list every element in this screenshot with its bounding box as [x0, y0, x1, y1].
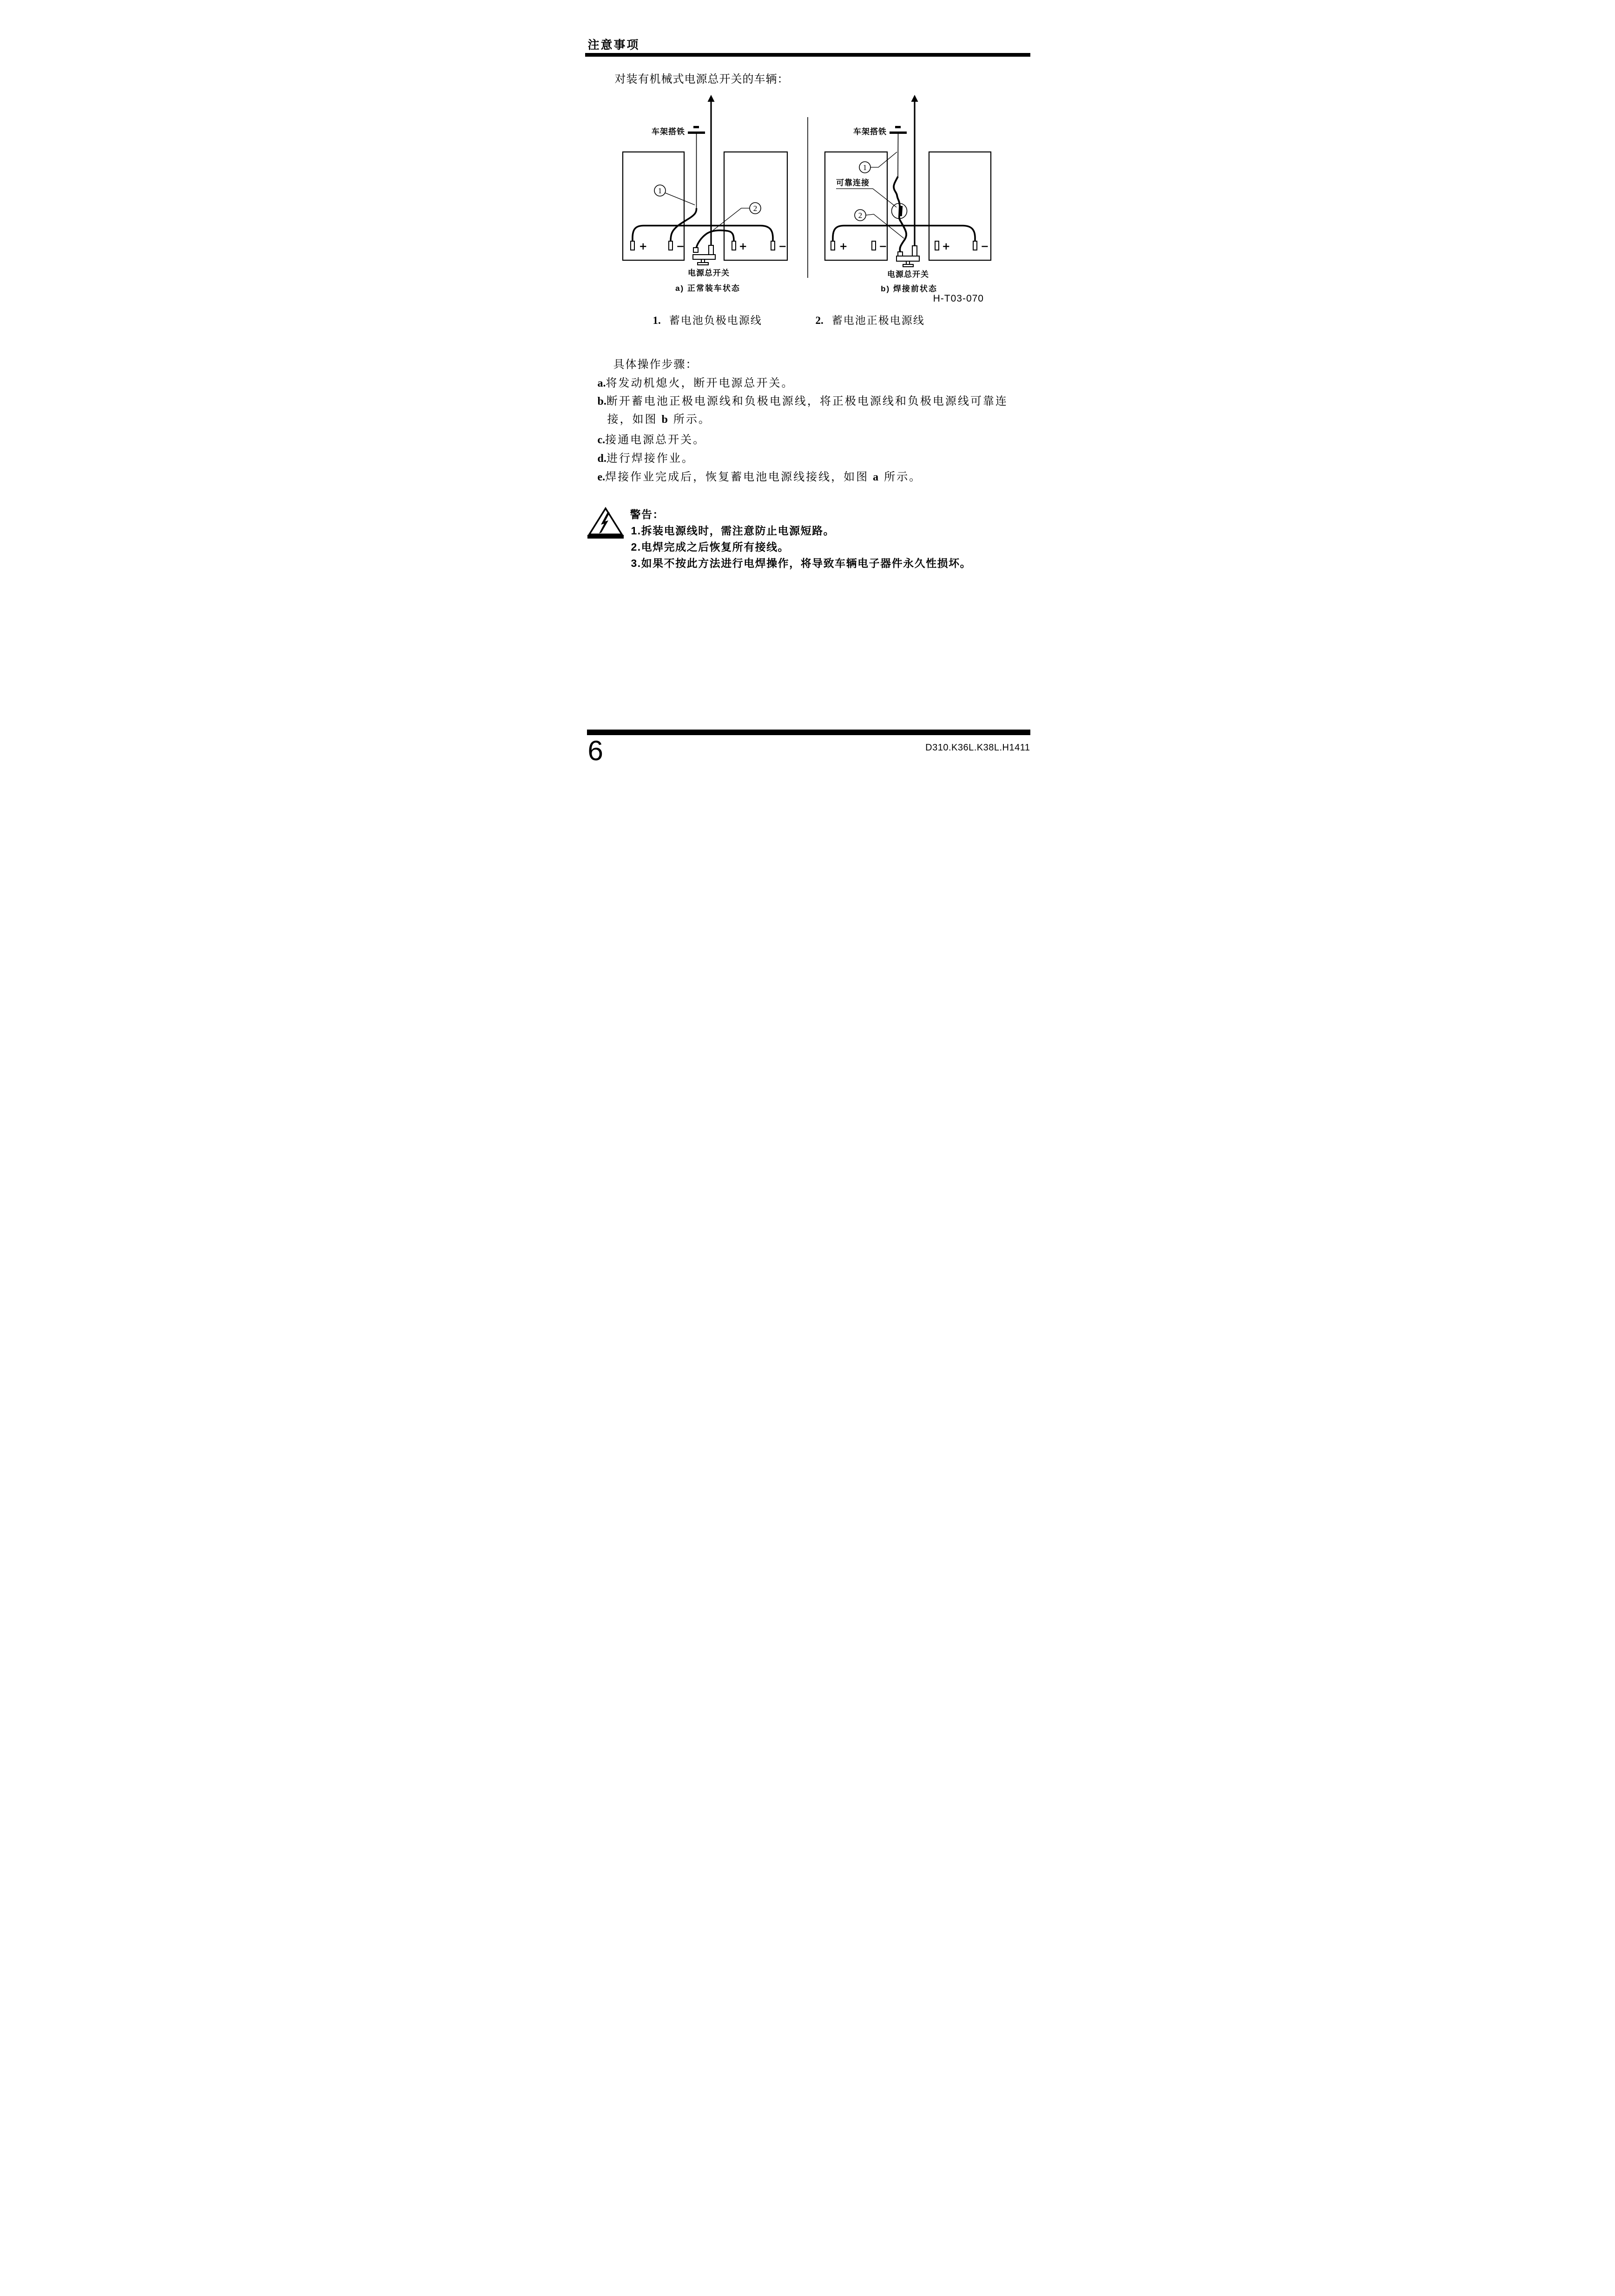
legend-item-positive-cable	[816, 312, 925, 327]
step-letter: c.	[597, 434, 606, 446]
callout-2-num: 2	[753, 204, 757, 213]
step-b-line2	[607, 410, 711, 426]
master-switch	[693, 245, 715, 265]
switch-label: 电源总开关	[887, 270, 929, 279]
legend-item-negative-cable	[653, 312, 762, 327]
step-text: 将发动机熄火，断开电源总开关。	[606, 377, 794, 389]
series-cable	[633, 226, 773, 242]
step-letter: d.	[597, 453, 606, 465]
legend-label: 蓄电池正极电源线	[831, 315, 925, 326]
legend-number: 1.	[653, 315, 661, 326]
legend-label: 蓄电池负极电源线	[669, 315, 762, 326]
terminal-post	[973, 241, 977, 250]
callout-2-num: 2	[858, 211, 862, 220]
connection-label: 可靠连接	[836, 178, 870, 187]
cable-positive	[696, 230, 734, 250]
legend-number: 2.	[815, 315, 824, 326]
intro-text: 对装有机械式电源总开关的车辆：	[614, 73, 789, 86]
step-text: 焊接作业完成后，恢复蓄电池电源线接线，如图	[605, 471, 873, 483]
terminal-sign: −	[676, 241, 685, 252]
callout-leader	[870, 152, 897, 167]
step-letter: b.	[597, 395, 606, 408]
terminal-post	[669, 241, 672, 250]
chassis-ground-icon	[890, 126, 907, 134]
step-c	[598, 430, 706, 447]
manual-page	[539, 0, 1077, 765]
step-text: 断开蓄电池正极电源线和负极电源线，将正极电源线和负极电源线可靠连	[606, 395, 1008, 408]
terminal-post	[631, 241, 634, 250]
step-text: 接，如图	[607, 414, 662, 426]
page-number: 6	[587, 735, 603, 765]
figure-a-caption: a) 正常装车状态	[675, 284, 740, 293]
terminal-sign: −	[980, 241, 989, 252]
callout-1-num: 1	[863, 163, 867, 172]
figure-b	[825, 95, 991, 293]
terminal-post	[935, 241, 939, 250]
page-title: 注意事项	[587, 39, 640, 52]
figure-b-caption: b) 焊接前状态	[880, 284, 937, 293]
terminal-post	[732, 241, 736, 250]
step-text: 所示。	[880, 471, 922, 483]
terminal-post	[771, 241, 775, 250]
document-code: D310.K36L.K38L.H1411	[925, 743, 1030, 753]
figure-ref-a: a	[873, 471, 880, 483]
callout-leader	[711, 208, 750, 232]
terminal-sign: −	[878, 241, 887, 252]
terminal-post	[831, 241, 835, 250]
warning-item: 3.如果不按此方法进行电焊操作，将导致车辆电子器件永久性损坏。	[631, 557, 972, 569]
terminal-sign: +	[639, 241, 647, 252]
header-rule	[585, 53, 1030, 57]
terminal-sign: +	[738, 241, 747, 252]
twist-joint	[900, 206, 901, 216]
footer-rule	[587, 730, 1030, 735]
arrow-up-icon	[911, 95, 918, 102]
figure-ref-b: b	[661, 414, 669, 426]
step-text: 进行焊接作业。	[606, 453, 694, 465]
terminal-sign: +	[839, 241, 848, 252]
terminal-sign: −	[778, 241, 787, 252]
step-text: 所示。	[669, 414, 711, 426]
warning-title: 警告：	[630, 508, 664, 520]
chassis-ground-icon	[688, 126, 705, 134]
wiring-diagram	[539, 88, 1077, 312]
step-b-line1	[598, 392, 1008, 408]
figure-a	[623, 95, 787, 293]
callout-leader	[665, 193, 695, 205]
terminal-sign: +	[942, 241, 950, 252]
step-d	[598, 449, 694, 465]
step-letter: e.	[597, 471, 606, 483]
cable-negative	[671, 208, 697, 241]
steps-title: 具体操作步骤：	[613, 359, 698, 371]
figure-code: H-T03-070	[933, 293, 984, 304]
callout-1-num: 1	[658, 186, 662, 195]
step-text: 接通电源总开关。	[605, 434, 706, 446]
step-a	[598, 374, 794, 390]
warning-item: 2.电焊完成之后恢复所有接线。	[631, 541, 790, 553]
step-letter: a.	[597, 377, 606, 389]
switch-label: 电源总开关	[687, 269, 730, 277]
ground-label: 车架搭铁	[853, 127, 887, 136]
ground-label: 车架搭铁	[651, 127, 685, 136]
step-e	[598, 467, 922, 484]
arrow-up-icon	[707, 95, 714, 102]
warning-item: 1.拆装电源线时，需注意防止电源短路。	[631, 525, 835, 537]
terminal-post	[872, 241, 876, 250]
warning-triangle-icon	[587, 506, 624, 540]
